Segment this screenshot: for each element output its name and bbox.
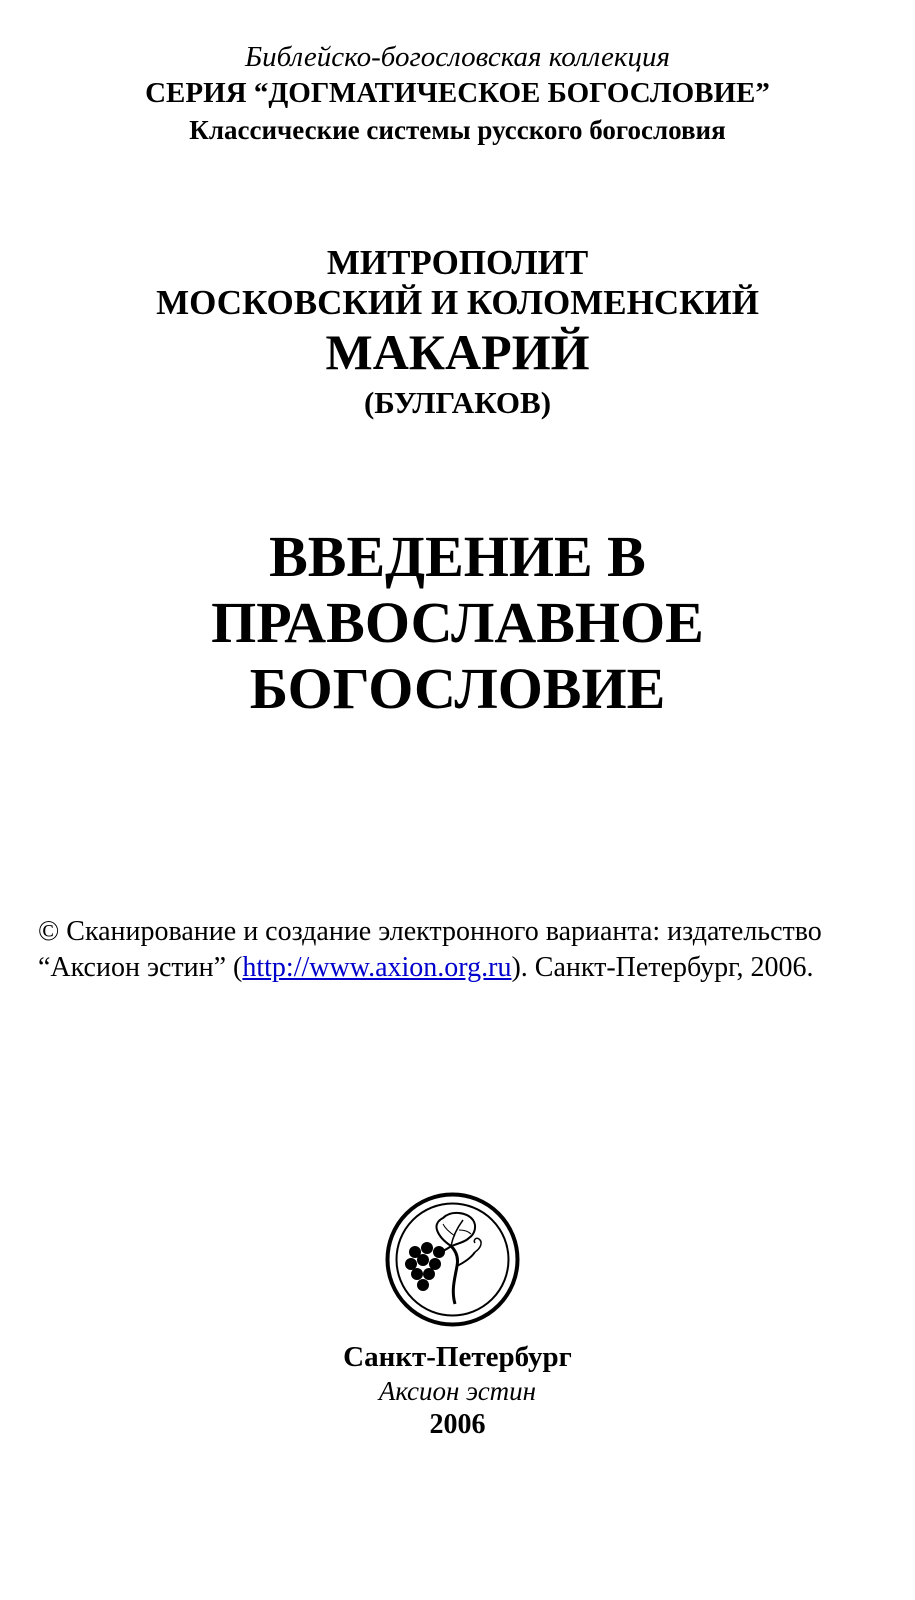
collection-name: Библейско-богословская коллекция	[245, 41, 670, 73]
series-header	[0, 40, 915, 148]
author-surname: (БУЛГАКОВ)	[363, 385, 552, 420]
copyright-place-year: ). Санкт-Петербург, 2006.	[511, 952, 814, 983]
author-see: МОСКОВСКИЙ И КОЛОМЕНСКИЙ	[156, 283, 759, 322]
author-name: МАКАРИЙ	[325, 324, 590, 380]
publisher-website-link[interactable]: http://www.axion.org.ru	[242, 952, 512, 983]
author-rank: МИТРОПОЛИТ	[326, 243, 589, 282]
imprint-publisher: Аксион эстин	[378, 1376, 537, 1406]
series-name: СЕРИЯ “ДОГМАТИЧЕСКОЕ БОГОСЛОВИЕ”	[145, 77, 770, 109]
copyright-line-1: © Сканирование и создание электронного варианта: издательство	[38, 916, 822, 947]
book-title-line-2: ПРАВОСЛАВНОЕ	[211, 590, 704, 655]
book-title-line-1: ВВЕДЕНИЕ В	[269, 524, 646, 589]
copyright-notice	[38, 914, 898, 986]
author	[0, 243, 915, 425]
book-title	[0, 524, 915, 722]
grapevine-emblem-icon	[385, 1192, 520, 1327]
imprint-year: 2006	[429, 1409, 486, 1440]
subseries-name: Классические системы русского богословия	[189, 115, 726, 145]
imprint	[0, 1339, 915, 1443]
imprint-city: Санкт-Петербург	[343, 1341, 572, 1373]
book-title-line-3: БОГОСЛОВИЕ	[249, 656, 666, 721]
copyright-line-2	[38, 950, 898, 986]
copyright-publisher: “Аксион эстин” (	[38, 952, 243, 983]
